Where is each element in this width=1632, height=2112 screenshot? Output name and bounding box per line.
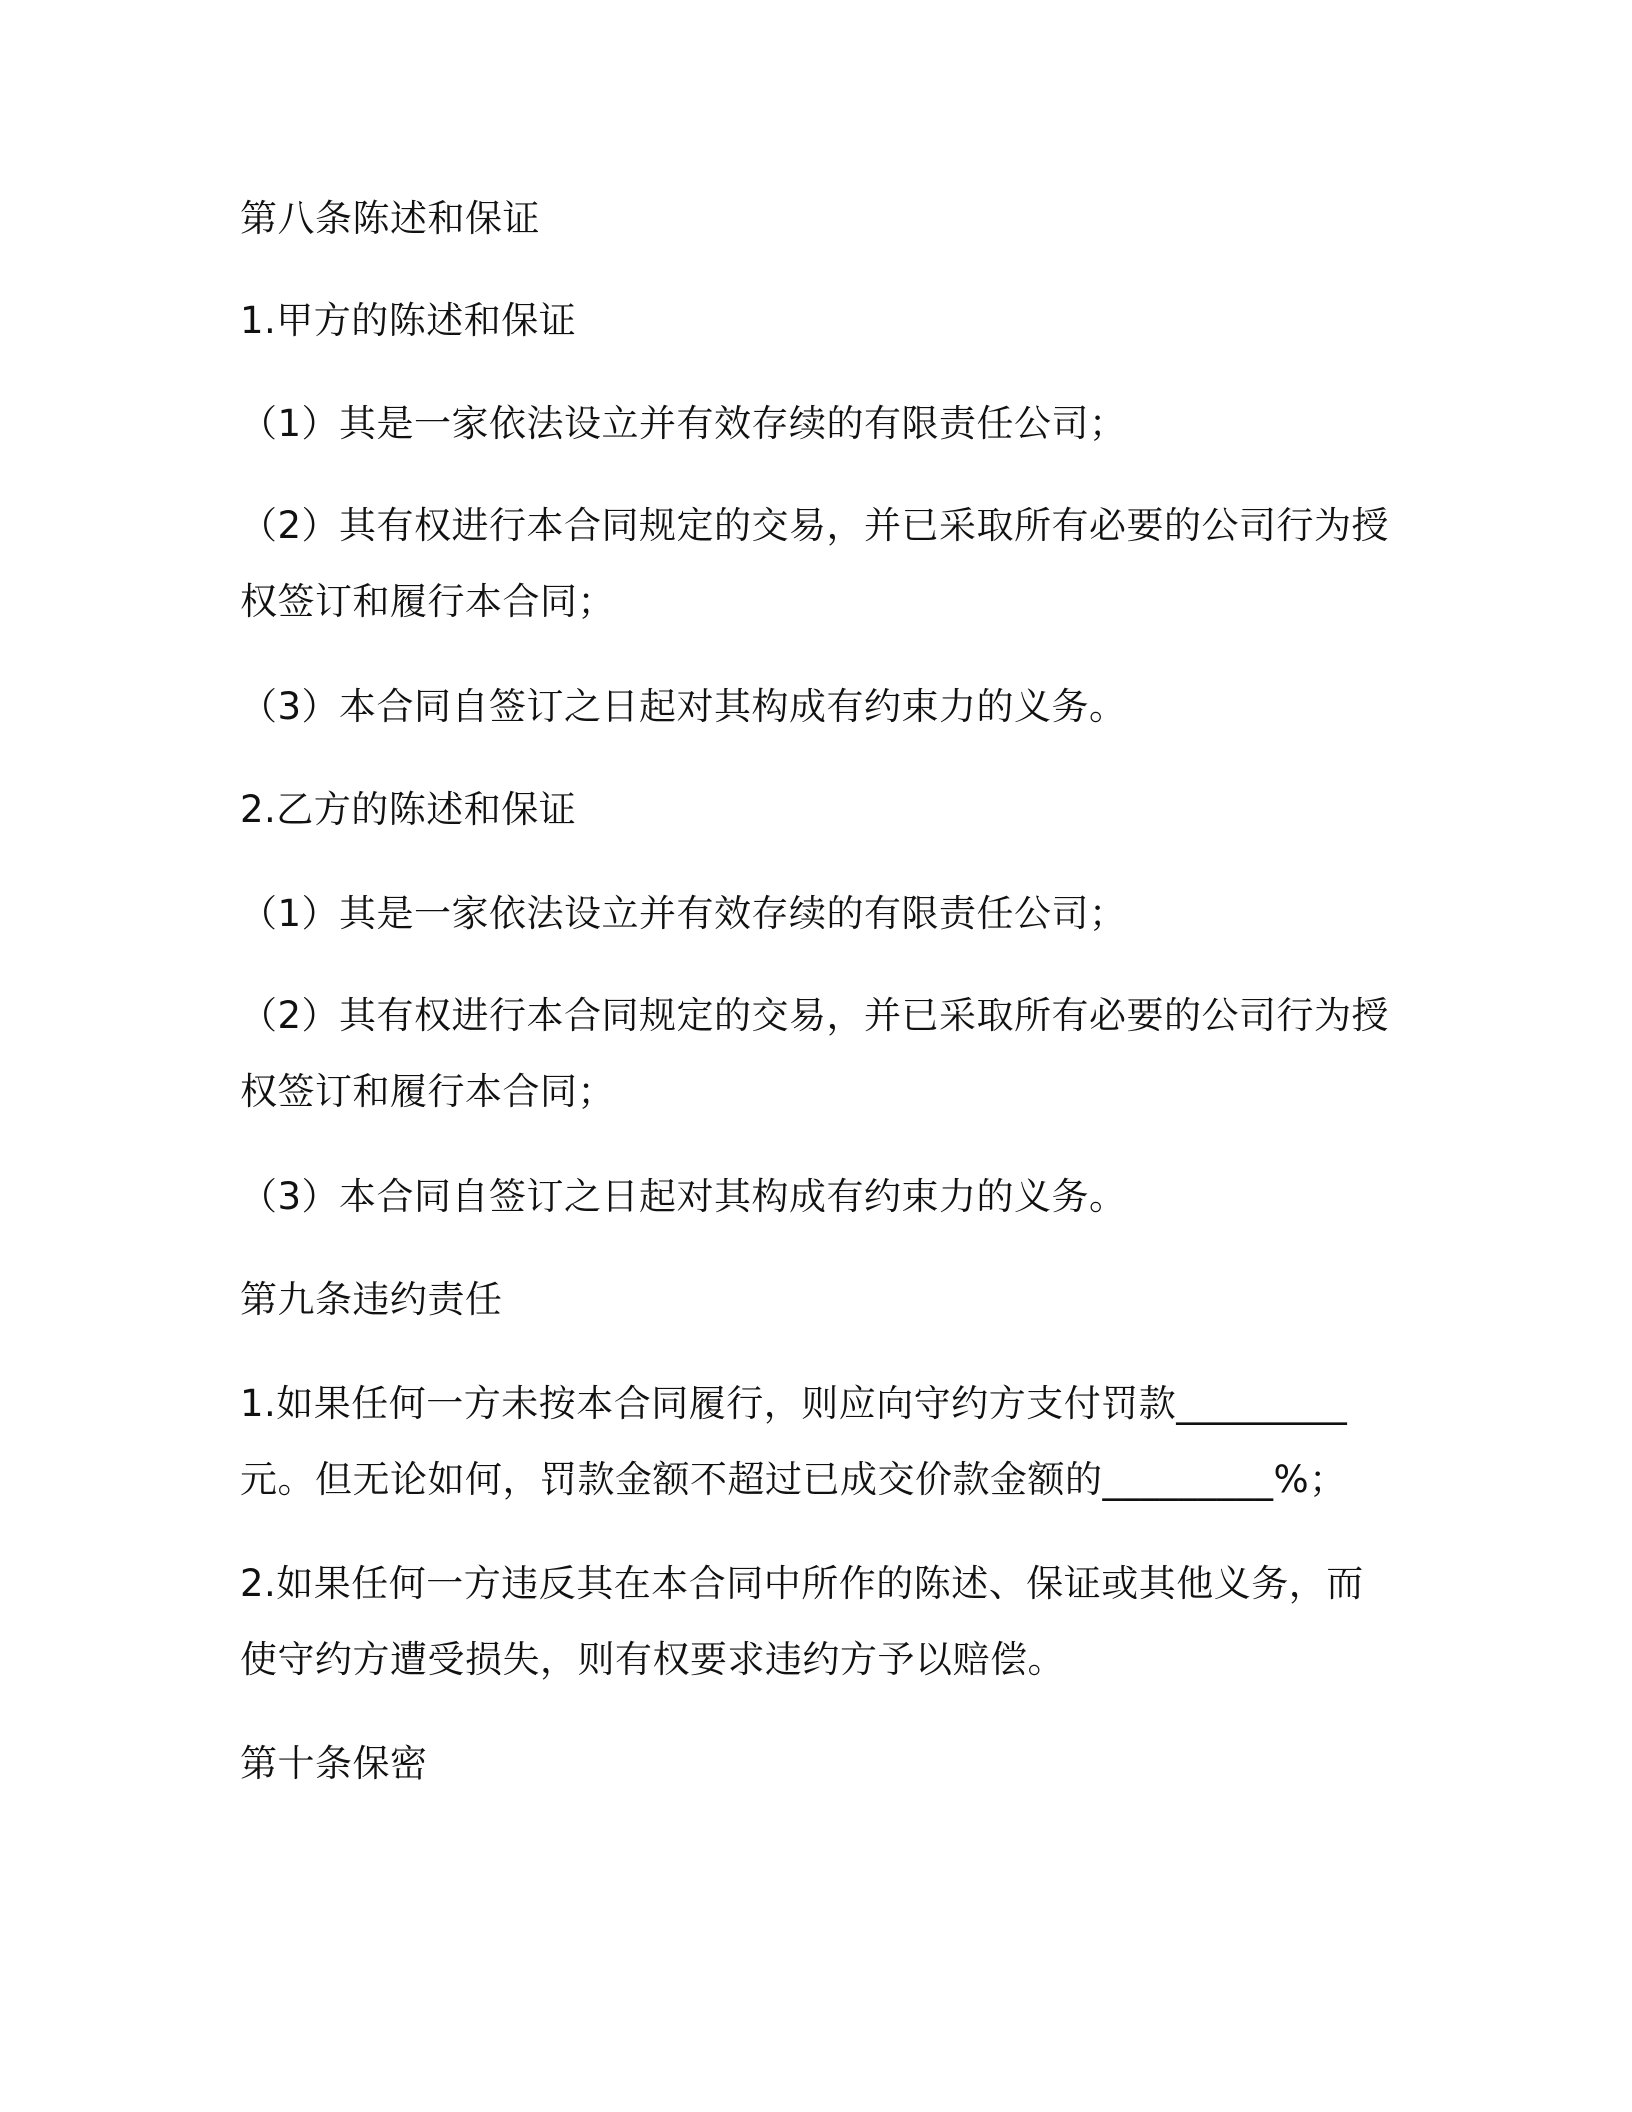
party-a-heading: 1.甲方的陈述和保证 (240, 299, 577, 342)
article-9-clause-1-line-2: 元。但无论如何，罚款金额不超过已成交价款金额的_________%； (240, 1458, 1347, 1501)
party-b-item-2-line-2: 权签订和履行本合同； (240, 1070, 615, 1113)
article-8-heading: 第八条陈述和保证 (240, 197, 540, 240)
party-b-item-1: （1）其是一家依法设立并有效存续的有限责任公司； (240, 892, 1127, 935)
article-9-clause-2-line-2: 使守约方遭受损失，则有权要求违约方予以赔偿。 (240, 1638, 1065, 1681)
party-b-item-2-line-1: （2）其有权进行本合同规定的交易，并已采取所有必要的公司行为授 (240, 994, 1390, 1037)
article-10-heading: 第十条保密 (240, 1742, 428, 1785)
party-a-item-2-line-2: 权签订和履行本合同； (240, 580, 615, 623)
party-a-item-2-line-1: （2）其有权进行本合同规定的交易，并已采取所有必要的公司行为授 (240, 504, 1390, 547)
party-b-item-3: （3）本合同自签订之日起对其构成有约束力的义务。 (240, 1175, 1127, 1218)
article-9-clause-2-line-1: 2.如果任何一方违反其在本合同中所作的陈述、保证或其他义务，而 (240, 1562, 1364, 1605)
party-a-item-3: （3）本合同自签订之日起对其构成有约束力的义务。 (240, 685, 1127, 728)
article-9-clause-1-line-1: 1.如果任何一方未按本合同履行，则应向守约方支付罚款_________ (240, 1382, 1348, 1425)
party-b-heading: 2.乙方的陈述和保证 (240, 788, 577, 831)
party-a-item-1: （1）其是一家依法设立并有效存续的有限责任公司； (240, 402, 1127, 445)
article-9-heading: 第九条违约责任 (240, 1278, 503, 1321)
